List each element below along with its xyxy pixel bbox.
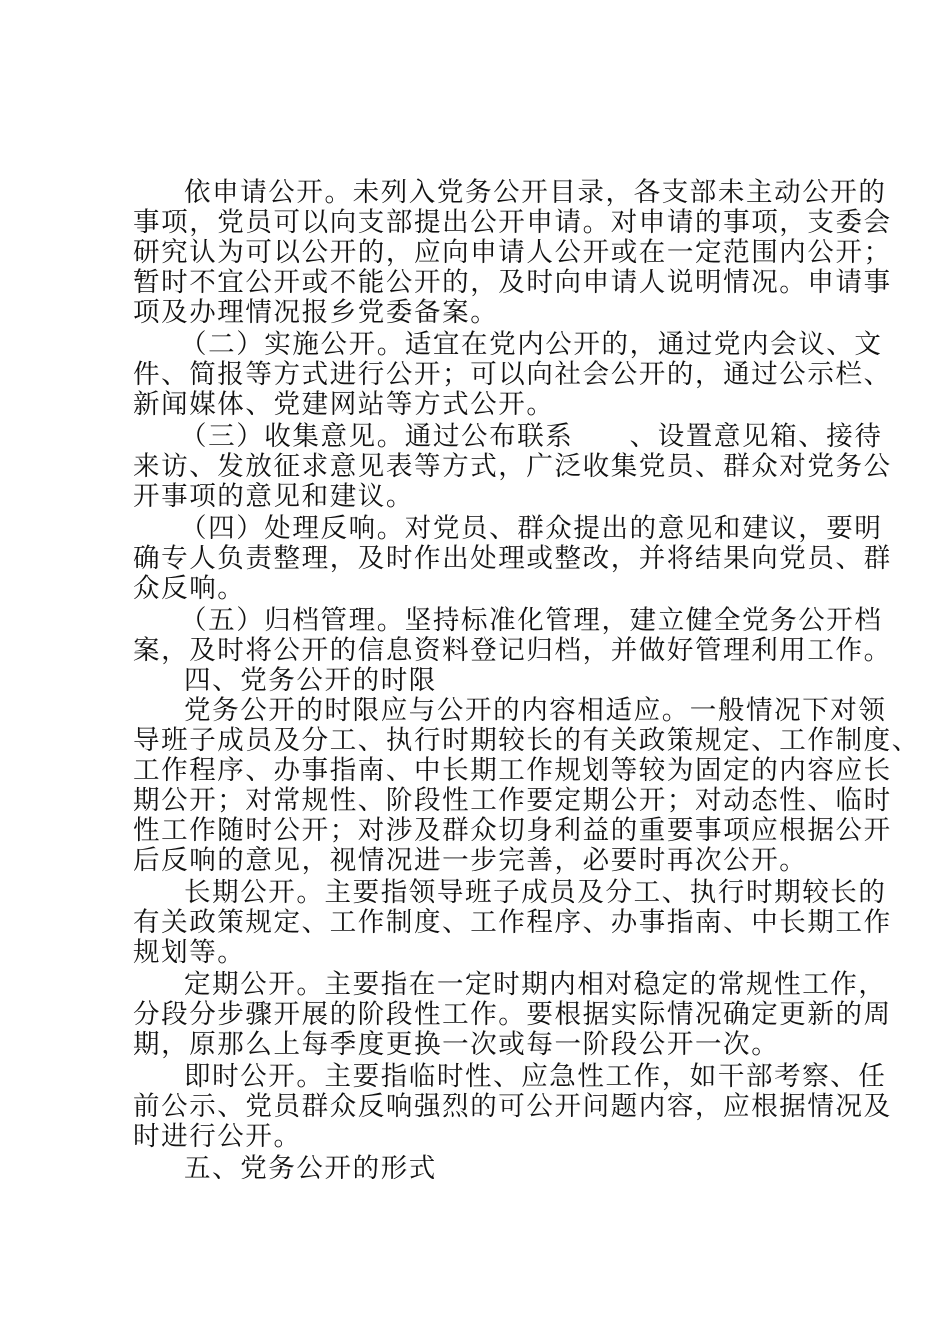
text-line: 党务公开的时限应与公开的内容相适应。一般情况下对领 [184, 695, 887, 726]
text-line: （五）归档管理。坚持标准化管理，建立健全党务公开档 [180, 605, 883, 636]
text-line: 期公开；对常规性、阶段性工作要定期公开；对动态性、临时 [133, 785, 892, 816]
text-line: （四）处理反响。对党员、群众提出的意见和建议，要明 [180, 513, 883, 544]
text-line: 开事项的意见和建议。 [133, 481, 414, 512]
text-line: 后反响的意见，视情况进一步完善，必要时再次公开。 [133, 845, 808, 876]
section-heading: 五、党务公开的形式 [184, 1153, 437, 1184]
text-line: 案，及时将公开的信息资料登记归档，并做好管理利用工作。 [133, 635, 892, 666]
section-heading: 四、党务公开的时限 [184, 665, 437, 696]
text-line: （三）收集意见。通过公布联系 、设置意见箱、接待 [180, 421, 883, 452]
text-line: 事项，党员可以向支部提出公开申请。对申请的事项，支委会 [133, 207, 892, 238]
text-line: 导班子成员及分工、执行时期较长的有关政策规定、工作制度、 [133, 725, 920, 756]
text-line: 即时公开。主要指临时性、应急性工作，如干部考察、任 [184, 1061, 887, 1092]
text-line: 性工作随时公开；对涉及群众切身利益的重要事项应根据公开 [133, 815, 892, 846]
text-line: 依申请公开。未列入党务公开目录，各支部未主动公开的 [184, 177, 887, 208]
text-line: 工作程序、办事指南、中长期工作规划等较为固定的内容应长 [133, 755, 892, 786]
text-line: 分段分步骤开展的阶段性工作。要根据实际情况确定更新的周 [133, 999, 892, 1030]
text-line: 暂时不宜公开或不能公开的，及时向申请人说明情况。申请事 [133, 267, 892, 298]
text-line: 新闻媒体、党建网站等方式公开。 [133, 389, 555, 420]
text-line: 来访、发放征求意见表等方式，广泛收集党员、群众对党务公 [133, 451, 892, 482]
text-line: 项及办理情况报乡党委备案。 [133, 297, 499, 328]
text-line: 确专人负责整理，及时作出处理或整改，并将结果向党员、群 [133, 543, 892, 574]
text-line: 众反响。 [133, 573, 246, 604]
text-line: 长期公开。主要指领导班子成员及分工、执行时期较长的 [184, 877, 887, 908]
text-line: 规划等。 [133, 937, 246, 968]
text-line: 研究认为可以公开的，应向申请人公开或在一定范围内公开； [133, 237, 892, 268]
text-line: （二）实施公开。适宜在党内公开的，通过党内会议、文 [180, 329, 883, 360]
text-line: 有关政策规定、工作制度、工作程序、办事指南、中长期工作 [133, 907, 892, 938]
text-line: 时进行公开。 [133, 1121, 302, 1152]
text-line: 前公示、党员群众反响强烈的可公开问题内容，应根据情况及 [133, 1091, 892, 1122]
text-line: 件、简报等方式进行公开；可以向社会公开的，通过公示栏、 [133, 359, 892, 390]
text-line: 期，原那么上每季度更换一次或每一阶段公开一次。 [133, 1029, 780, 1060]
text-line: 定期公开。主要指在一定时期内相对稳定的常规性工作， [184, 969, 887, 1000]
